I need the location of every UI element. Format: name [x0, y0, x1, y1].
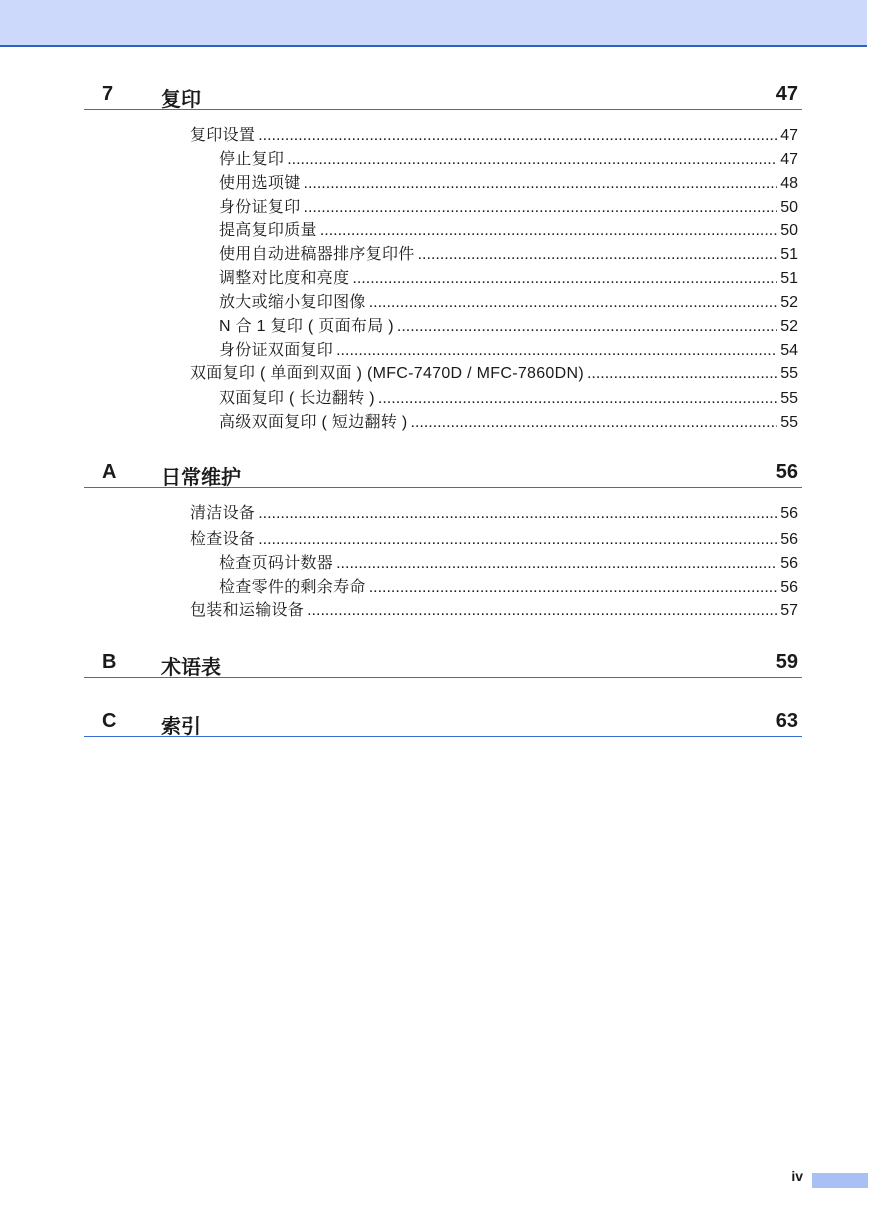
leader-dots [369, 294, 778, 312]
toc-entry[interactable]: 提高复印质量 ..... 50 [219, 217, 798, 239]
page-tab-marker [812, 1173, 868, 1188]
toc-entry[interactable]: 使用自动进稿器排序复印件 ..... 51 [219, 241, 798, 263]
leader-dots [336, 342, 777, 360]
toc-entry[interactable]: 检查设备 ..... 56 [190, 526, 798, 548]
leader-dots [287, 151, 777, 169]
chapter-page: 63 [775, 710, 798, 732]
leader-dots [258, 531, 777, 549]
leader-dots [307, 602, 777, 620]
toc-entry[interactable]: 停止复印 ..... 47 [219, 146, 798, 168]
leader-dots [304, 175, 778, 193]
toc-entry[interactable]: N 合 1 复印 ( 页面布局 ) ..... 52 [219, 313, 798, 335]
toc-entry[interactable]: 双面复印 ( 长边翻转 ) ..... 55 [219, 385, 798, 407]
leader-dots [378, 390, 777, 408]
chapter-title: 索引 [161, 716, 201, 738]
chapter-page: 47 [775, 83, 798, 105]
chapter-heading-c[interactable] [84, 710, 802, 737]
leader-dots [336, 555, 777, 573]
chapter-number: 7 [102, 83, 114, 105]
toc-entry[interactable]: 复印设置 ..... 47 [190, 122, 798, 144]
toc-entry[interactable]: 检查零件的剩余寿命 ..... 56 [219, 574, 798, 596]
chapter-title: 日常维护 [161, 467, 241, 489]
toc-entry[interactable]: 调整对比度和亮度 ..... 51 [219, 265, 798, 287]
leader-dots [411, 414, 778, 432]
leader-dots [320, 222, 777, 240]
chapter-number: B [102, 651, 117, 673]
chapter-number: C [102, 710, 117, 732]
toc-entry[interactable]: 包装和运输设备 ..... 57 [190, 597, 798, 619]
toc-entry[interactable]: 高级双面复印 ( 短边翻转 ) ..... 55 [219, 409, 798, 431]
toc-entry[interactable]: 身份证复印 ..... 50 [219, 194, 798, 216]
chapter-heading-b[interactable] [84, 651, 802, 678]
leader-dots [587, 365, 777, 383]
chapter-page: 56 [775, 461, 798, 483]
leader-dots [352, 270, 777, 288]
chapter-heading-a[interactable] [84, 461, 802, 488]
chapter-page: 59 [775, 651, 798, 673]
chapter-number: A [102, 461, 117, 483]
toc-entry[interactable]: 放大或缩小复印图像 ..... 52 [219, 289, 798, 311]
chapter-title: 术语表 [161, 657, 221, 679]
header-band [0, 0, 867, 47]
toc-entry[interactable]: 身份证双面复印 ..... 54 [219, 337, 798, 359]
toc-entry[interactable]: 双面复印 ( 单面到双面 ) (MFC-7470D / MFC-7860DN) ..... 55 [190, 360, 798, 382]
toc-entry[interactable]: 清洁设备 ..... 56 [190, 500, 798, 522]
toc-entry[interactable]: 检查页码计数器 ..... 56 [219, 550, 798, 572]
chapter-title: 复印 [161, 89, 201, 111]
leader-dots [258, 505, 777, 523]
chapter-heading-7[interactable] [84, 83, 802, 110]
page-number: iv [791, 1168, 803, 1184]
leader-dots [304, 199, 778, 217]
leader-dots [397, 318, 777, 336]
leader-dots [369, 579, 778, 597]
leader-dots [418, 246, 778, 264]
leader-dots [258, 127, 777, 145]
toc-entry[interactable]: 使用选项键 ..... 48 [219, 170, 798, 192]
